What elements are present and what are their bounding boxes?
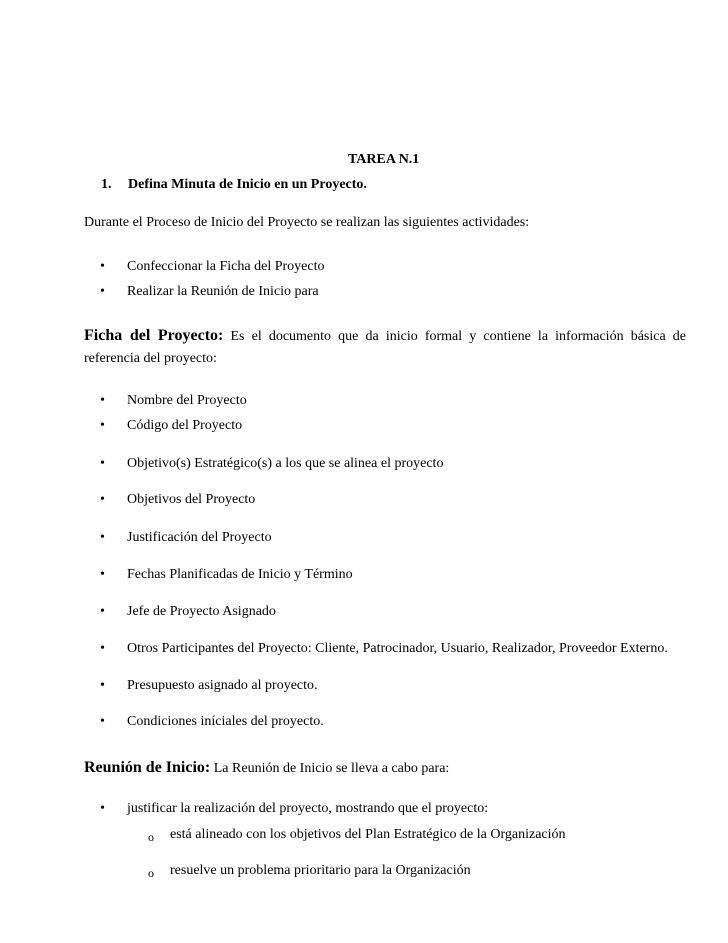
ficha-paragraph <box>84 325 686 370</box>
reunion-text: La Reunión de Inicio se lleva a cabo para: <box>213 761 450 776</box>
bullet-icon: • <box>100 393 105 408</box>
sub-list-item: resuelve un problema prioritario para la Organización <box>170 863 471 878</box>
list-item: Fechas Planificadas de Inicio y Término <box>127 567 353 582</box>
bullet-icon: • <box>100 567 105 582</box>
sub-bullet-icon: o <box>148 866 154 880</box>
reunion-paragraph <box>84 759 449 778</box>
list-item: Justificación del Proyecto <box>127 530 272 545</box>
list-item: Realizar la Reunión de Inicio para <box>127 284 319 299</box>
question-number: 1. <box>101 177 112 192</box>
list-item: Código del Proyecto <box>127 418 243 433</box>
bullet-icon: • <box>100 418 105 433</box>
sub-bullet-icon: o <box>148 830 154 844</box>
question-text: Defina Minuta de Inicio en un Proyecto. <box>128 177 367 192</box>
bullet-icon: • <box>100 456 105 471</box>
list-item: Confeccionar la Ficha del Proyecto <box>127 259 325 274</box>
intro-paragraph: Durante el Proceso de Inicio del Proyecto se realizan las siguientes actividades: <box>84 215 530 230</box>
document-title: TAREA N.1 <box>348 152 420 167</box>
bullet-icon: • <box>100 284 105 299</box>
list-item: Objetivos del Proyecto <box>127 492 256 507</box>
bullet-icon: • <box>100 530 105 545</box>
ficha-text-line2: referencia del proyecto: <box>84 351 217 366</box>
ficha-text-line1: Es el documento que da inicio formal y contiene la información básica de <box>230 329 687 344</box>
list-item: justificar la realización del proyecto, mostrando que el proyecto: <box>127 801 489 816</box>
list-item: Condiciones iníciales del proyecto. <box>127 714 324 729</box>
ficha-label: Ficha del Proyecto: <box>84 327 224 344</box>
list-item: Otros Participantes del Proyecto: Cliente, Patrocinador, Usuario, Realizador, Proveedor Externo. <box>127 641 668 656</box>
bullet-icon: • <box>100 678 105 693</box>
sub-list-item: está alineado con los objetivos del Plan Estratégico de la Organización <box>170 827 566 842</box>
list-item: Nombre del Proyecto <box>127 393 247 408</box>
bullet-icon: • <box>100 259 105 274</box>
list-item: Objetivo(s) Estratégico(s) a los que se alinea el proyecto <box>127 456 444 471</box>
reunion-label: Reunión de Inicio: <box>84 759 211 776</box>
bullet-icon: • <box>100 604 105 619</box>
list-item: Presupuesto asignado al proyecto. <box>127 678 318 693</box>
bullet-icon: • <box>100 714 105 729</box>
bullet-icon: • <box>100 641 105 656</box>
bullet-icon: • <box>100 492 105 507</box>
bullet-icon: • <box>100 801 105 816</box>
list-item: Jefe de Proyecto Asignado <box>127 604 276 619</box>
